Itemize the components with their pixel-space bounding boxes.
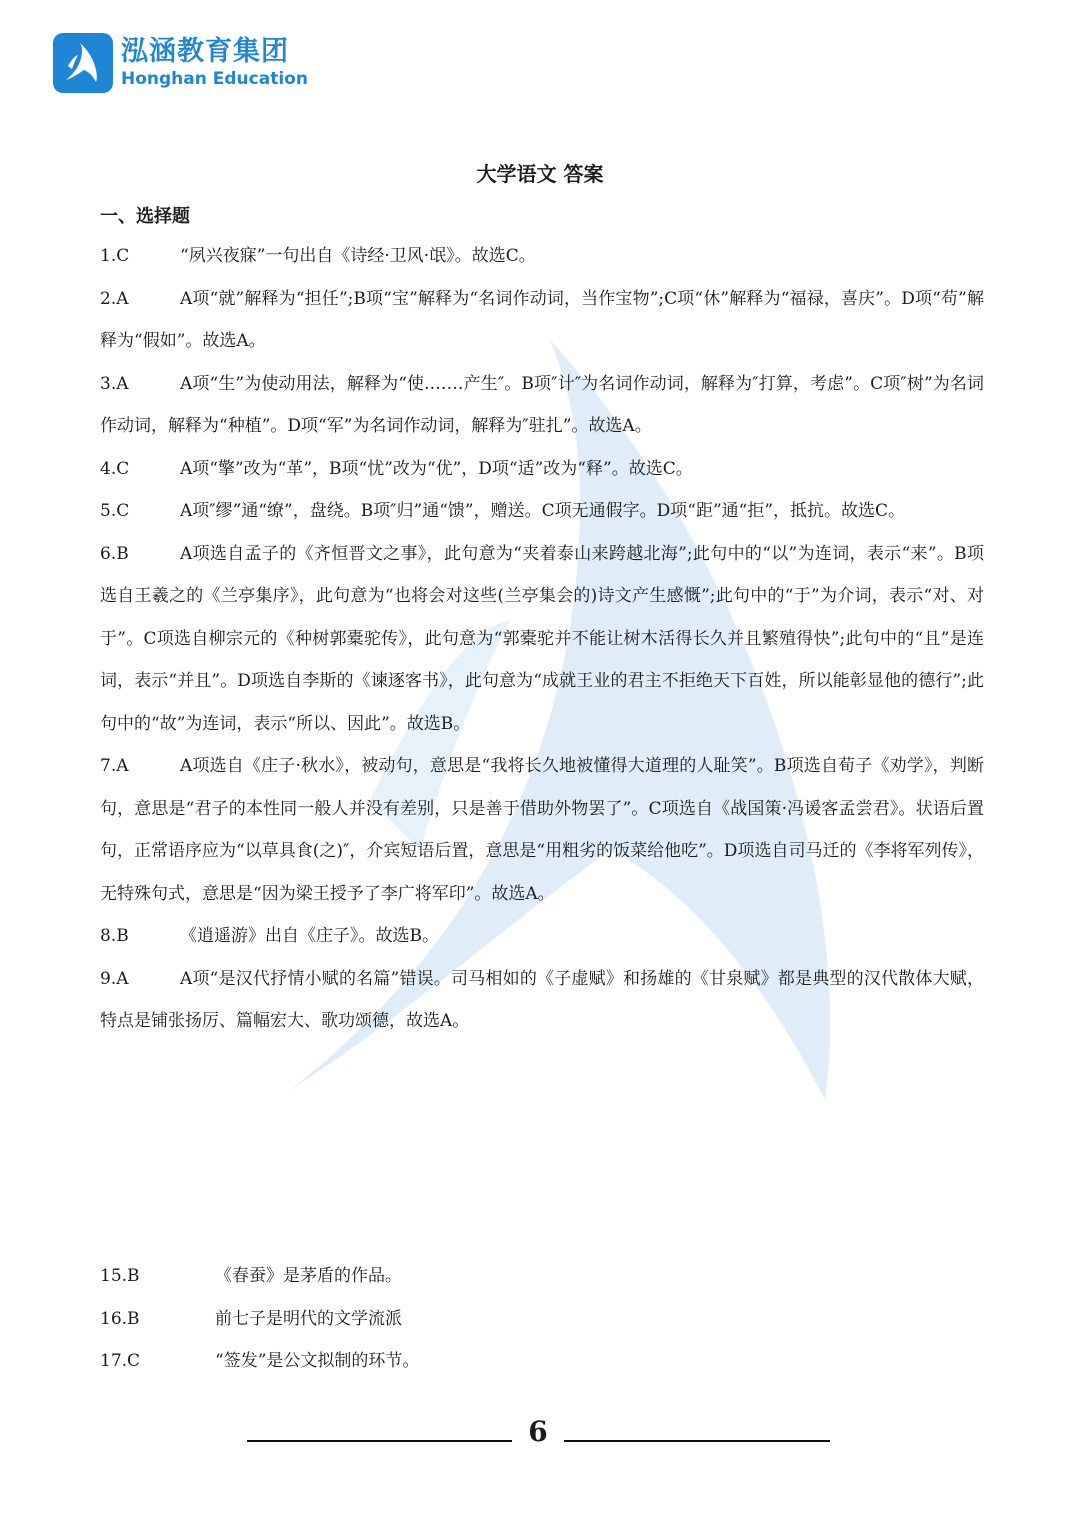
brand-logo <box>53 33 308 93</box>
answer-item <box>100 490 984 533</box>
answer-number: 3.A <box>100 373 129 394</box>
answer-number: 8.B <box>100 926 129 946</box>
answer-item <box>100 235 984 278</box>
dolphin-logo-icon <box>53 33 113 93</box>
answer-text: “夙兴夜寐”一句出自《诗经·卫风·氓》。故选C。 <box>180 246 536 266</box>
page-title: 大学语文 答案 <box>476 162 604 186</box>
answer-item <box>100 448 984 491</box>
answer-number: 7.A <box>100 756 129 776</box>
answer-text: A项“生”为使动用法，解释为“使.……产生″。B项″计″为名词作动词，解释为″打算，考虑”。C项″树”为名词作动词，解释为“种植”。D项“军”为名词作动词，解释为″驻扎”。故选A。 <box>100 373 984 436</box>
answer-number: 9.A <box>100 968 129 989</box>
answer-item <box>100 958 984 1043</box>
brand-name-cn: 泓涵教育集团 <box>121 36 289 67</box>
answer-text: 《逍遥游》出自《庄子》。故选B。 <box>180 926 439 946</box>
answer-text: A项选自孟子的《齐恒晋文之事》，此句意为“夹着泰山来跨越北海”;此句中的“以”为连词，表示“来”。B项选自王羲之的《兰亭集序》，此句意为“也将会对这些(兰亭集会的)诗文产生感慨”;此句中的“于”为介词，表示“对、对于”。C项选自柳宗元的《种树郭橐驼传》，此句意为“郭橐驼并不能让树木活得长久并且繁殖得快”;此句中的“且”是连词，表示“并且”。D项选自李斯的《谏逐客书》，此句意为“成就王业的君主不拒绝天下百姓，所以能彰显他的德行”;此句中的“故”为连词，表示“所以、因此”。故选B。 <box>100 543 985 734</box>
answer-item <box>100 363 984 448</box>
answer-item <box>100 1255 984 1298</box>
answer-number: 5.C <box>100 501 130 521</box>
section-title: 一、选择题 <box>100 206 190 227</box>
answer-list <box>100 235 984 1043</box>
answer-text: A项“就”解释为“担任”;B项“宝”解释为“名词作动词，当作宝物”;C项“休”解释为“福禄，喜庆”。D项“苟”解释为“假如”。故选A。 <box>100 288 984 351</box>
answer-item <box>100 1298 984 1341</box>
answer-text: A项″缪”通“缭”，盘绕。B项″归”通“馈”，赠送。C项无通假字。D项“距”通“拒”，抵抗。故选C。 <box>180 501 906 521</box>
answer-number: 17.C <box>100 1351 141 1371</box>
answer-number: 4.C <box>100 458 130 479</box>
answer-text: 《春蚕》是茅盾的作品。 <box>215 1266 402 1286</box>
answer-text: “签发”是公文拟制的环节。 <box>215 1351 420 1371</box>
answer-number: 16.B <box>100 1308 140 1329</box>
answer-text: A项“擎”改为“革”，B项“忧”改为“优”，D项“适”改为“释”。故选C。 <box>180 458 693 479</box>
answer-item <box>100 533 984 746</box>
answer-item <box>100 745 984 915</box>
answer-item <box>100 915 984 958</box>
answer-list-continued <box>100 1255 984 1383</box>
brand-name-en: Honghan Education <box>121 69 308 89</box>
answer-number: 1.C <box>100 246 130 266</box>
footer-divider-right <box>564 1440 830 1442</box>
answer-text: A项选自《庄子·秋水》，被动句，意思是“我将长久地被懂得大道理的人耻笑”。B项选自荀子《劝学》，判断句，意思是“君子的本性同一般人并没有差别，只是善于借助外物罢了”。C项选自《战国策·冯谖客孟尝君》。状语后置句，正常语序应为“以草具食(之)″，介宾短语后置，意思是“用粗劣的饭菜给他吃”。D项选自司马迁的《李将军列传》，无特殊句式，意思是“因为梁王授予了李广将军印”。故选A。 <box>100 756 984 904</box>
answer-number: 15.B <box>100 1266 140 1286</box>
answer-item <box>100 278 984 363</box>
answer-number: 6.B <box>100 543 129 564</box>
page-number: 6 <box>528 1415 548 1448</box>
answer-text: 前七子是明代的文学流派 <box>215 1308 402 1329</box>
footer-divider-left <box>247 1440 512 1442</box>
answer-item <box>100 1340 984 1383</box>
page-footer <box>0 1415 1080 1455</box>
answer-number: 2.A <box>100 288 129 309</box>
answer-text: A项“是汉代抒情小赋的名篇”错误。司马相如的《子虚赋》和扬雄的《甘泉赋》都是典型的汉代散体大赋，特点是铺张扬厉、篇幅宏大、歌功颂德，故选A。 <box>100 968 984 1031</box>
